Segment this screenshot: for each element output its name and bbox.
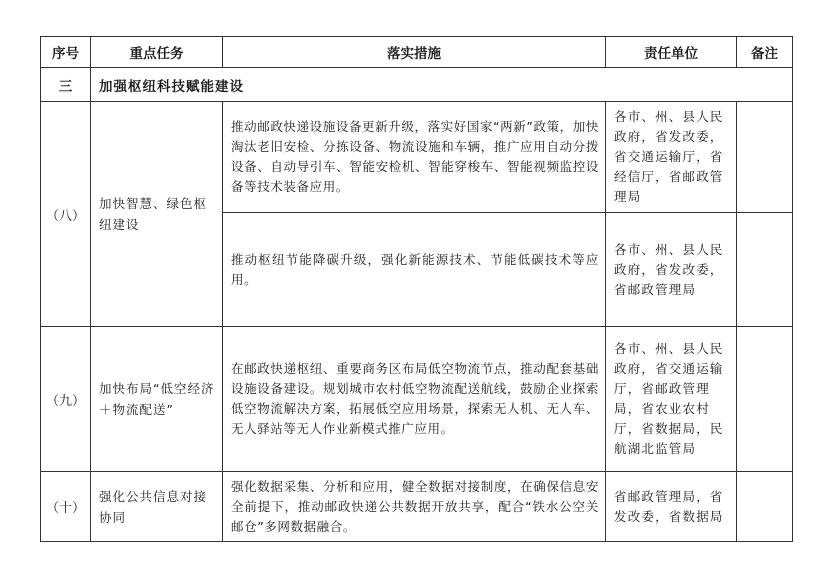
header-note: 备注 <box>737 37 793 68</box>
row-seq: （九） <box>41 327 91 472</box>
row-measure: 推动枢纽节能降碳升级，强化新能源技术、节能低碳技术等应用。 <box>223 213 606 327</box>
task-table <box>40 36 793 542</box>
row-note <box>737 472 793 542</box>
row-task: 加快布局“低空经济＋物流配送” <box>91 327 223 472</box>
header-seq: 序号 <box>41 37 91 68</box>
row-seq: （十） <box>41 472 91 542</box>
row-note <box>737 102 793 213</box>
row-task: 加快智慧、绿色枢纽建设 <box>91 102 223 327</box>
section-number: 三 <box>41 68 91 102</box>
header-measure: 落实措施 <box>223 37 606 68</box>
row-unit: 省邮政管理局，省发改委，省数据局 <box>606 472 737 542</box>
row-note <box>737 213 793 327</box>
header-unit: 责任单位 <box>606 37 737 68</box>
section-title: 加强枢纽科技赋能建设 <box>91 68 793 102</box>
section-row <box>41 68 793 102</box>
table-row <box>41 472 793 542</box>
row-unit: 各市、州、县人民政府，省发改委，省交通运输厅，省经信厅，省邮政管理局 <box>606 102 737 213</box>
row-measure: 在邮政快递枢纽、重要商务区布局低空物流节点，推动配套基础设施设备建设。规划城市农村低空物流配送航线，鼓励企业探索低空物流解决方案，拓展低空应用场景，探索无人机、无人车、无人驿站等无人作业新模式推广应用。 <box>223 327 606 472</box>
header-task: 重点任务 <box>91 37 223 68</box>
row-seq: （八） <box>41 102 91 327</box>
row-note <box>737 327 793 472</box>
table-row <box>41 327 793 472</box>
row-measure: 强化数据采集、分析和应用，健全数据对接制度，在确保信息安全前提下，推动邮政快递公共数据开放共享，配合“铁水公空关邮仓”多网数据融合。 <box>223 472 606 542</box>
table-row <box>41 102 793 213</box>
header-row <box>41 37 793 68</box>
row-measure: 推动邮政快递设施设备更新升级，落实好国家“两新”政策，加快淘汰老旧安检、分拣设备、物流设施和车辆，推广应用自动分拨设备、自动导引车、智能安检机、智能穿梭车、智能视频监控设备等技术装备应用。 <box>223 102 606 213</box>
row-unit: 各市、州、县人民政府，省发改委，省邮政管理局 <box>606 213 737 327</box>
row-unit: 各市、州、县人民政府，省交通运输厅，省邮政管理局，省农业农村厅，省数据局，民航湖北监管局 <box>606 327 737 472</box>
row-task: 强化公共信息对接协同 <box>91 472 223 542</box>
